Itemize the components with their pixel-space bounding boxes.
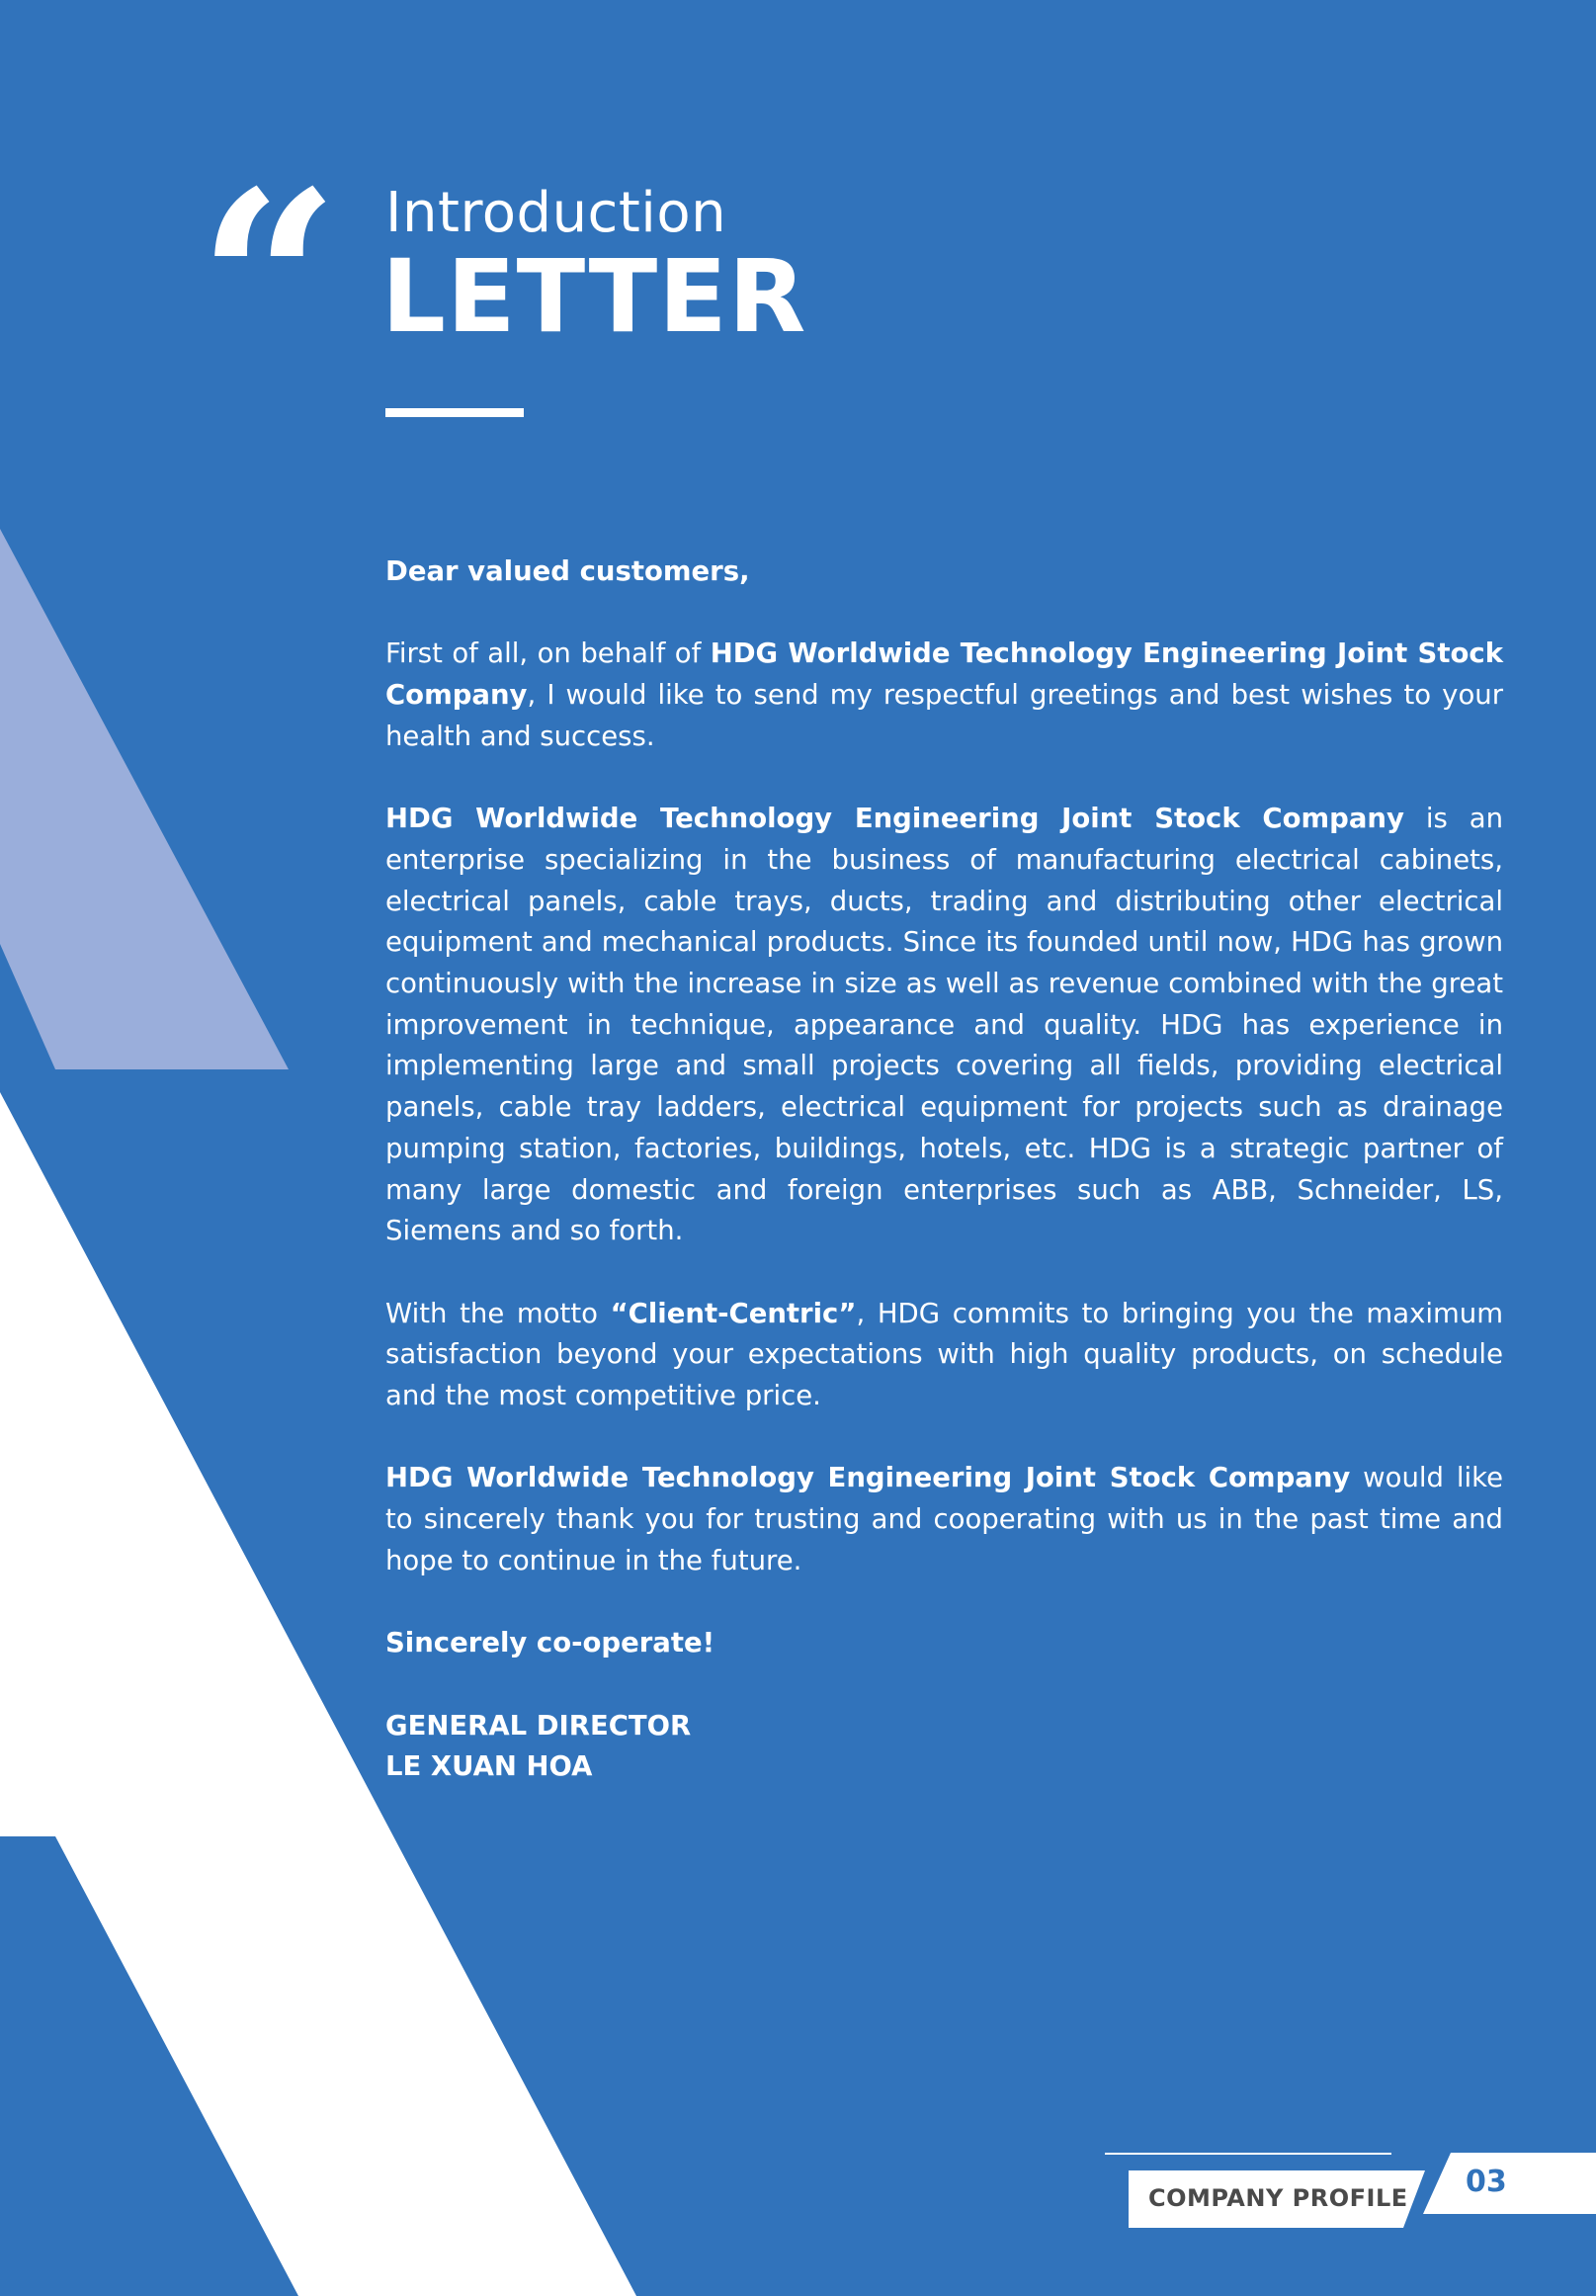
- page-title: LETTER: [381, 238, 807, 356]
- paragraph-greeting: First of all, on behalf of HDG Worldwide Technology Engineering Joint Stock Company, I would like to send my respectful greetings and best wishes to your health and success.: [385, 638, 1503, 752]
- signer-name: LE XUAN HOA: [385, 1750, 593, 1783]
- company-name: HDG Worldwide Technology Engineering Joint Stock Company: [385, 803, 1404, 835]
- quote-icon: “: [198, 136, 340, 427]
- paragraph-motto: With the motto “Client-Centric”, HDG commits to bringing you the maximum satisfaction beyond your expectations with high quality products, on schedule and the most competitive price.: [385, 1297, 1503, 1412]
- company-name: HDG Worldwide Technology Engineering Joint Stock Company: [385, 638, 1503, 712]
- footer-divider: [1105, 2153, 1391, 2155]
- light-diagonal-band: [0, 529, 289, 1069]
- signer-title: GENERAL DIRECTOR: [385, 1709, 692, 1742]
- paragraph-thanks: HDG Worldwide Technology Engineering Joint Stock Company would like to sincerely thank you for trusting and cooperating with us in the past time and hope to continue in the future.: [385, 1462, 1503, 1576]
- company-name: HDG Worldwide Technology Engineering Joint Stock Company: [385, 1462, 1351, 1494]
- page-number: 03: [1466, 2165, 1507, 2199]
- closing: Sincerely co-operate!: [385, 1627, 715, 1659]
- letter-body: [385, 552, 1503, 1788]
- signature-block: [385, 1706, 1503, 1788]
- page-number-tab: [1423, 2153, 1596, 2214]
- footer-label: COMPANY PROFILE: [1148, 2184, 1408, 2212]
- motto: “Client-Centric”: [610, 1297, 857, 1329]
- intro-label: Introduction: [385, 181, 727, 245]
- salutation: Dear valued customers,: [385, 555, 750, 587]
- title-underline: [385, 408, 524, 417]
- paragraph-about: HDG Worldwide Technology Engineering Joint Stock Company is an enterprise specializing in the business of manufacturing electrical cabinets, electrical panels, cable trays, ducts, trading and distributing other electrical equipment and mechanical products. Since its founded until now, HDG has grown continuously with the increase in size as well as revenue combined with the great improvement in technique, appearance and quality. HDG has experience in implementing large and small projects covering all fields, providing electrical panels, cable tray ladders, electrical equipment for projects such as drainage pumping station, factories, buildings, hotels, etc. HDG is a strategic partner of many large domestic and foreign enterprises such as ABB, Schneider, LS, Siemens and so forth.: [385, 803, 1503, 1247]
